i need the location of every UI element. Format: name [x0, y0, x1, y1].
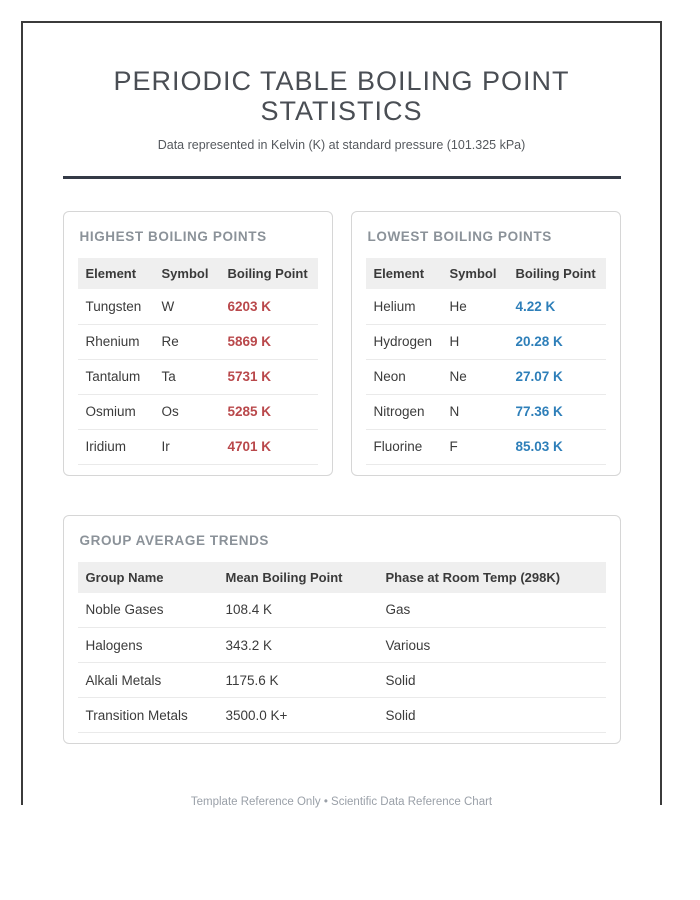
phase-cell: Solid [378, 698, 606, 733]
phase-cell: Gas [378, 593, 606, 628]
column-header-mean-boiling-point: Mean Boiling Point [218, 562, 378, 593]
boiling-point-cell: 6203 K [220, 289, 318, 324]
element-cell: Helium [366, 289, 442, 324]
element-cell: Nitrogen [366, 394, 442, 429]
symbol-cell: N [442, 394, 508, 429]
boiling-point-cell: 4.22 K [508, 289, 606, 324]
boiling-point-cell: 85.03 K [508, 429, 606, 464]
lowest-boiling-points-table [366, 258, 606, 465]
page-subtitle: Data represented in Kelvin (K) at standard pressure (101.325 kPa) [157, 138, 526, 152]
highest-boiling-points-table [78, 258, 318, 465]
boiling-point-cell: 77.36 K [508, 394, 606, 429]
column-header-boiling-point: Boiling Point [220, 258, 318, 289]
column-header-element: Element [366, 258, 442, 289]
page-frame [21, 21, 662, 808]
boiling-point-cell: 5285 K [220, 394, 318, 429]
table-row [78, 394, 318, 429]
column-header-group-name: Group Name [78, 562, 218, 593]
group-name-cell: Transition Metals [78, 698, 218, 733]
mean-boiling-point-cell: 108.4 K [218, 593, 378, 628]
phase-cell: Solid [378, 663, 606, 698]
element-cell: Hydrogen [366, 324, 442, 359]
page-content [63, 23, 621, 810]
symbol-cell: Os [154, 394, 220, 429]
mean-boiling-point-cell: 343.2 K [218, 628, 378, 663]
symbol-cell: H [442, 324, 508, 359]
boiling-point-cell: 5869 K [220, 324, 318, 359]
table-row [78, 698, 606, 733]
group-name-cell: Noble Gases [78, 593, 218, 628]
column-header-boiling-point: Boiling Point [508, 258, 606, 289]
lowest-card-title: LOWEST BOILING POINTS [367, 229, 552, 244]
element-cell: Tungsten [78, 289, 154, 324]
column-header-phase: Phase at Room Temp (298K) [378, 562, 606, 593]
table-row [366, 394, 606, 429]
column-header-symbol: Symbol [442, 258, 508, 289]
table-row [78, 663, 606, 698]
boiling-point-cell: 20.28 K [508, 324, 606, 359]
table-row [78, 429, 318, 464]
symbol-cell: F [442, 429, 508, 464]
phase-cell: Various [378, 628, 606, 663]
element-cell: Neon [366, 359, 442, 394]
table-row [78, 289, 318, 324]
footer-note: Template Reference Only • Scientific Data Reference Chart [190, 796, 493, 808]
mean-boiling-point-cell: 3500.0 K+ [218, 698, 378, 733]
group-name-cell: Halogens [78, 628, 218, 663]
table-row [78, 359, 318, 394]
group-average-trends-table [78, 562, 606, 734]
symbol-cell: Ta [154, 359, 220, 394]
page-title: PERIODIC TABLE BOILING POINT STATISTICS [113, 66, 570, 126]
symbol-cell: Ir [154, 429, 220, 464]
boiling-point-cell: 5731 K [220, 359, 318, 394]
boiling-point-cell: 4701 K [220, 429, 318, 464]
table-row [78, 628, 606, 663]
element-cell: Iridium [78, 429, 154, 464]
symbol-cell: He [442, 289, 508, 324]
trends-card-title: GROUP AVERAGE TRENDS [79, 532, 270, 548]
column-header-element: Element [78, 258, 154, 289]
highest-boiling-points-card [63, 211, 333, 476]
boiling-point-cell: 27.07 K [508, 359, 606, 394]
symbol-cell: Re [154, 324, 220, 359]
table-row [366, 359, 606, 394]
title-divider [63, 176, 621, 179]
column-header-symbol: Symbol [154, 258, 220, 289]
element-cell: Tantalum [78, 359, 154, 394]
table-row [366, 289, 606, 324]
symbol-cell: W [154, 289, 220, 324]
table-row [366, 429, 606, 464]
symbol-cell: Ne [442, 359, 508, 394]
table-header-row [366, 258, 606, 289]
highest-card-title: HIGHEST BOILING POINTS [79, 229, 267, 244]
table-row [366, 324, 606, 359]
table-header-row [78, 258, 318, 289]
table-row [78, 324, 318, 359]
mean-boiling-point-cell: 1175.6 K [218, 663, 378, 698]
element-cell: Osmium [78, 394, 154, 429]
top-cards-row [63, 211, 621, 476]
table-header-row [78, 562, 606, 593]
table-row [78, 593, 606, 628]
element-cell: Rhenium [78, 324, 154, 359]
group-name-cell: Alkali Metals [78, 663, 218, 698]
element-cell: Fluorine [366, 429, 442, 464]
lowest-boiling-points-card [351, 211, 621, 476]
group-average-trends-card [63, 515, 621, 745]
